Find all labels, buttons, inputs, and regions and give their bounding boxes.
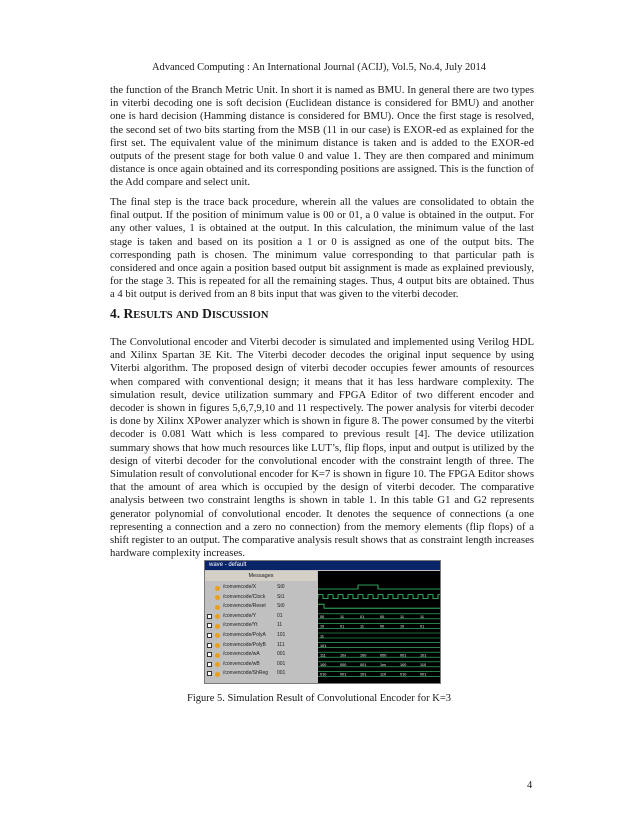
- bus-value-label: 001: [360, 663, 367, 668]
- bus-value-label: 100: [320, 663, 327, 668]
- bus-value-label: 111: [320, 653, 326, 658]
- signal-row[interactable]: [205, 593, 317, 603]
- bus-value-label: 1xx: [380, 663, 386, 668]
- trace-reset: [318, 604, 441, 608]
- signal-row[interactable]: [205, 583, 317, 593]
- signal-name: /convencode/Reset: [223, 603, 266, 610]
- signal-icon: [215, 586, 220, 591]
- bus-value-label: 010: [400, 672, 407, 677]
- paragraph-traceback: The final step is the trace back procedure, wherein all the values are consolidated to obtain the final output. If the position of minimum value is 00 or 01, a 0 value is obtained in the output. For any other values, 1 is obtained at the output. In this calculation, the minimum value of the last stage is taken and based on its position a 1 or 0 is assigned as one of the output bits. The corresponding path is chosen. The minimum value corresponding to that particular path is considered and once again a position based output bit assignment is made as explained previously, for the stage 3. This is repeated for all the remaining stages. Thus, 4 output bits are obtained. Thus a 4 bit output is derived from an 8 bits input that was given to the viterbi decoder.: [110, 196, 534, 301]
- bus-value-label: 10: [320, 624, 325, 629]
- signal-value: 001: [277, 670, 286, 677]
- bus-value-label: 001: [340, 672, 347, 677]
- bus-value-label: 10x: [340, 653, 347, 658]
- page-number: 4: [527, 780, 533, 791]
- signal-icon: [215, 633, 220, 638]
- paragraph-results: The Convolutional encoder and Viterbi decoder is simulated and implemented using Verilog HDL and Xilinx Spartan 3E Kit. The Viterbi decoder decodes the original input sequence by using Viterbi algorithm. The proposed design of viterbi decoder occupies fewer amounts of resources when compared with conventional design; it means that it has less hardware complexity. The simulation result, device utilization summary and FPGA Editor of two different encoder and decoder is shown in figures 5,6,7,9,10 and 11 respectively. The power analysis for viterbi decoder is done by Xilinx XPower analyzer which is shown in figure 8. The power consumed by the viterbi decoder is 0.081 Watt which is less compared to previous result [4]. The device utilization summary shows that how much resources like LUT’s, flip flops, input and output is utilized by the design of viterbi decoder for the convolutional encoder with the constraint length of three. The Simulation result of convolutional encoder for K=7 is shown in figure 10. The FPGA Editor shows that the amount of area which is occupied by the design of viterbi decoder. The comparative analysis between two constraint lengths is shown in table 1. In this table G1 and G2 represents generator polynomial of convolutional encoder. It denotes the sequence of connections (a one representing a connection and a zero no connection) from the memory elements (flip flops) of a shift register to an output. The comparative analysis result shows that as constraint length increases hardware complexity increases.: [110, 336, 534, 560]
- signal-icon: [215, 672, 220, 677]
- signal-row[interactable]: [205, 641, 317, 651]
- paragraph-bmu: the function of the Branch Metric Unit. In short it is named as BMU. In general there are two types in viterbi decoding one is soft decision (Euclidean distance is considered for BMU) and another one is hard decision (Hamming distance is considered for BMU). Once the first stage is resolved, the second set of two bits starting from the MSB (11 in our case) is EXOR-ed as explained for the first set. The equivalent value of the minimum distance is taken and is added to the EXOR-ed outputs of the present stage for both value 0 and value 1. They are then compared and minimum distance is once again obtained and its corresponding positions are assigned. This is the function of the Add compare and select unit.: [110, 84, 534, 189]
- bus-value-label: 001: [420, 672, 427, 677]
- expand-icon[interactable]: [207, 662, 212, 667]
- bus-value-label: 00: [380, 624, 385, 629]
- signal-value: 101: [277, 631, 286, 638]
- expand-icon[interactable]: [207, 614, 212, 619]
- signal-name: /convencode/Clock: [223, 593, 266, 600]
- signal-value: 001: [277, 651, 286, 658]
- signal-row[interactable]: [205, 650, 317, 660]
- signal-name: /convencode/PolyB: [223, 641, 266, 648]
- signal-name: /convencode/wB: [223, 660, 260, 667]
- signal-icon: [215, 643, 220, 648]
- bus-value-label: 11: [420, 615, 424, 620]
- signal-name: /convencode/Y: [223, 612, 257, 619]
- bus-value-label: 11: [360, 624, 364, 629]
- signal-value: St1: [277, 593, 285, 600]
- signal-row[interactable]: [205, 660, 317, 670]
- signal-name: /convencode/X: [223, 584, 257, 590]
- signal-row[interactable]: [205, 621, 317, 631]
- bus-value-label: 11: [340, 615, 344, 620]
- signal-icon: [215, 624, 220, 629]
- expand-icon[interactable]: [207, 671, 212, 676]
- signal-row[interactable]: [205, 602, 317, 612]
- bus-value-label: 100: [400, 663, 407, 668]
- signal-name: /convencode/PolyA: [223, 631, 266, 638]
- signal-value: 001: [277, 660, 286, 667]
- expand-icon[interactable]: [207, 643, 212, 648]
- signal-name: /convencode/Yt: [223, 622, 258, 629]
- signal-value: 01: [277, 612, 283, 619]
- signal-icon: [215, 662, 220, 667]
- signal-row[interactable]: [205, 669, 317, 679]
- signal-icon: [215, 614, 220, 619]
- figure-caption: Figure 5. Simulation Result of Convolutional Encoder for K=3: [186, 693, 452, 704]
- signal-icon: [215, 595, 220, 600]
- section-heading: 4. RESULTS AND DISCUSSION: [110, 306, 269, 321]
- signal-row[interactable]: [205, 631, 317, 641]
- signal-value: 11: [277, 622, 283, 629]
- bus-value-label: 110: [380, 672, 387, 677]
- bus-value-label: 10: [400, 624, 405, 629]
- bus-value-label: 100: [360, 653, 367, 658]
- bus-value-label: 000: [340, 663, 347, 668]
- signal-list: [205, 583, 317, 679]
- trace-clock: [318, 595, 441, 599]
- bus-value-label: 00: [320, 615, 325, 620]
- signal-name: /convencode/ShReg: [223, 670, 269, 677]
- signal-row[interactable]: [205, 612, 317, 622]
- waveform-traces: [318, 571, 441, 684]
- bus-value-label: 00: [380, 615, 385, 620]
- bus-value-label: 01: [340, 624, 345, 629]
- wave-window-title: wave - default: [205, 561, 440, 570]
- bus-value-label: 01: [420, 624, 425, 629]
- simulation-waveform-figure: [204, 560, 441, 684]
- bus-value-label: 001: [400, 653, 407, 658]
- signal-value: 111: [277, 641, 285, 648]
- bus-value-label: 11: [400, 615, 404, 620]
- expand-icon[interactable]: [207, 623, 212, 628]
- bus-value-label: 000: [380, 653, 387, 658]
- bus-value-label: 010: [320, 672, 327, 677]
- waveform-panel: [318, 571, 441, 684]
- signal-icon: [215, 653, 220, 658]
- journal-header: Advanced Computing : An International Journal (ACIJ), Vol.5, No.4, July 2014: [151, 62, 487, 73]
- expand-icon[interactable]: [207, 633, 212, 638]
- signal-value: St0: [277, 584, 285, 590]
- bus-value-label: 101: [320, 643, 327, 648]
- messages-header: Messages: [205, 571, 317, 581]
- signal-name: /convencode/wA: [223, 651, 260, 658]
- bus-value-label: 101: [360, 672, 367, 677]
- signal-icon: [215, 605, 220, 610]
- bus-value-label: 110: [420, 663, 427, 668]
- bus-value-label: 101: [420, 653, 427, 658]
- bus-value-label: 01: [360, 615, 365, 620]
- trace-x: [318, 585, 441, 589]
- signal-value: St0: [277, 603, 285, 610]
- bus-value-label: 11: [320, 634, 324, 639]
- expand-icon[interactable]: [207, 652, 212, 657]
